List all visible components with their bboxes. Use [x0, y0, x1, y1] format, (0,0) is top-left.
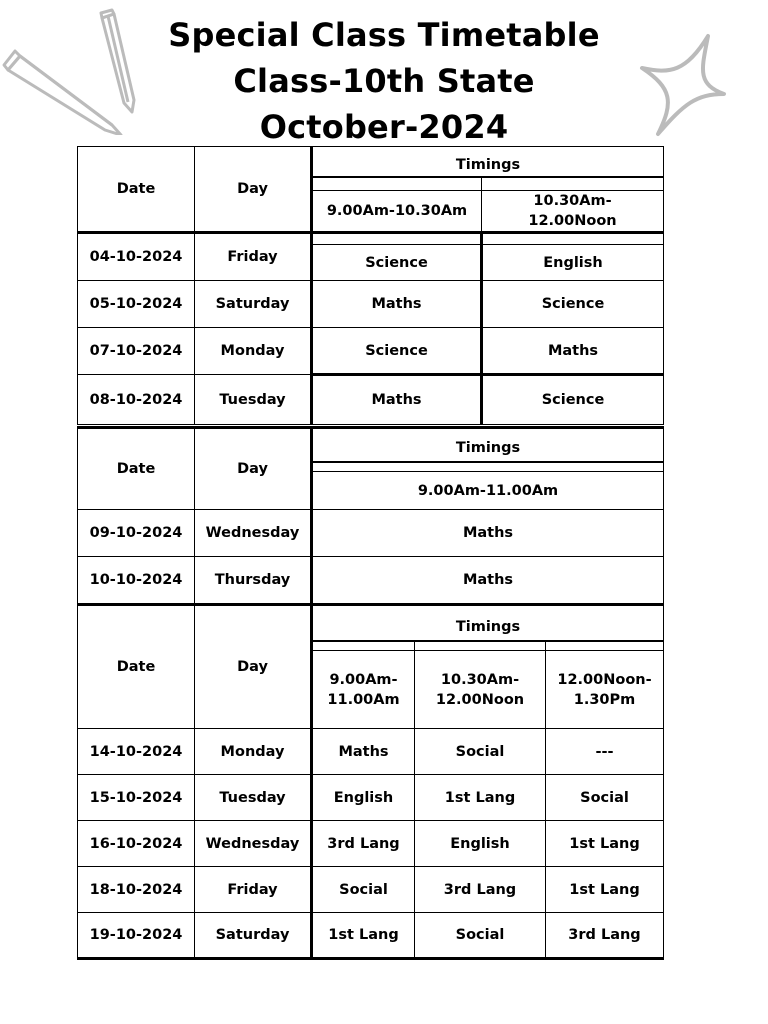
table-cell-day: Wednesday [195, 510, 312, 557]
table-cell-date: 16-10-2024 [78, 821, 195, 867]
table-cell-date: 18-10-2024 [78, 867, 195, 913]
table-cell-day: Saturday [195, 281, 312, 328]
table-row [78, 557, 664, 604]
table-cell-subject: Social [312, 867, 415, 913]
table-cell-day: Saturday [195, 913, 312, 959]
slot-header: 9.00Am- 11.00Am [312, 651, 415, 729]
table-cell-date: 19-10-2024 [78, 913, 195, 959]
table-cell-date: 14-10-2024 [78, 729, 195, 775]
page-title [0, 12, 768, 150]
table-row [78, 375, 664, 425]
header-date: Date [78, 605, 195, 729]
table-cell-subject: Maths [312, 281, 482, 328]
table-cell-day: Thursday [195, 557, 312, 604]
table-cell-day: Monday [195, 729, 312, 775]
table-row [78, 281, 664, 328]
table-cell-subject: Maths [312, 557, 664, 604]
table-cell-subject: Science [312, 245, 482, 281]
header-timings: Timings [312, 147, 664, 177]
table-cell-subject: 1st Lang [415, 775, 546, 821]
header-day: Day [195, 147, 312, 233]
table-cell-subject: English [482, 245, 664, 281]
table-cell-subject: 3rd Lang [415, 867, 546, 913]
slot-header: 9.00Am-11.00Am [312, 472, 664, 510]
table-cell-day: Tuesday [195, 375, 312, 425]
header-day: Day [195, 605, 312, 729]
header-timings: Timings [312, 605, 664, 641]
slot-header: 10.30Am- 12.00Noon [482, 191, 664, 233]
table-cell-day: Friday [195, 233, 312, 281]
table-cell-subject: Science [482, 375, 664, 425]
table-cell-subject: Maths [312, 729, 415, 775]
header-day: Day [195, 428, 312, 510]
timetable-section-1 [77, 146, 664, 425]
table-cell-date: 05-10-2024 [78, 281, 195, 328]
table-cell-date: 15-10-2024 [78, 775, 195, 821]
table-row [78, 913, 664, 959]
table-cell-subject: English [312, 775, 415, 821]
table-cell-date: 10-10-2024 [78, 557, 195, 604]
header-date: Date [78, 147, 195, 233]
table-cell-day: Friday [195, 867, 312, 913]
table-cell-subject: --- [546, 729, 664, 775]
table-cell-date: 08-10-2024 [78, 375, 195, 425]
table-cell-date: 04-10-2024 [78, 233, 195, 281]
title-line-3: October-2024 [259, 108, 509, 146]
table-cell-subject: Science [312, 328, 482, 375]
table-cell-day: Wednesday [195, 821, 312, 867]
title-line-1: Special Class Timetable [168, 16, 600, 54]
table-cell-subject: 1st Lang [546, 867, 664, 913]
table-row [78, 729, 664, 775]
title-line-2: Class-10th State [233, 62, 535, 100]
slot-header: 9.00Am-10.30Am [312, 191, 482, 233]
table-row [78, 510, 664, 557]
table-cell-subject: Social [415, 913, 546, 959]
table-row [78, 867, 664, 913]
table-cell-day: Monday [195, 328, 312, 375]
table-cell-subject: 1st Lang [546, 821, 664, 867]
table-cell-subject: 3rd Lang [546, 913, 664, 959]
table-cell-date: 09-10-2024 [78, 510, 195, 557]
table-cell-subject: Social [546, 775, 664, 821]
table-cell-subject: 3rd Lang [312, 821, 415, 867]
table-cell-subject: English [415, 821, 546, 867]
header-timings: Timings [312, 428, 664, 462]
slot-header: 12.00Noon- 1.30Pm [546, 651, 664, 729]
header-date: Date [78, 428, 195, 510]
table-cell-subject: Maths [482, 328, 664, 375]
table-cell-day: Tuesday [195, 775, 312, 821]
timetable-section-3 [77, 603, 664, 960]
slot-header: 10.30Am- 12.00Noon [415, 651, 546, 729]
table-cell-subject: Maths [312, 510, 664, 557]
table-cell-date: 07-10-2024 [78, 328, 195, 375]
table-row [78, 328, 664, 375]
table-cell-subject: 1st Lang [312, 913, 415, 959]
timetable-section-2 [77, 426, 664, 604]
table-row [78, 821, 664, 867]
table-cell-subject: Science [482, 281, 664, 328]
table-cell-subject: Maths [312, 375, 482, 425]
table-cell-subject: Social [415, 729, 546, 775]
table-row [78, 775, 664, 821]
